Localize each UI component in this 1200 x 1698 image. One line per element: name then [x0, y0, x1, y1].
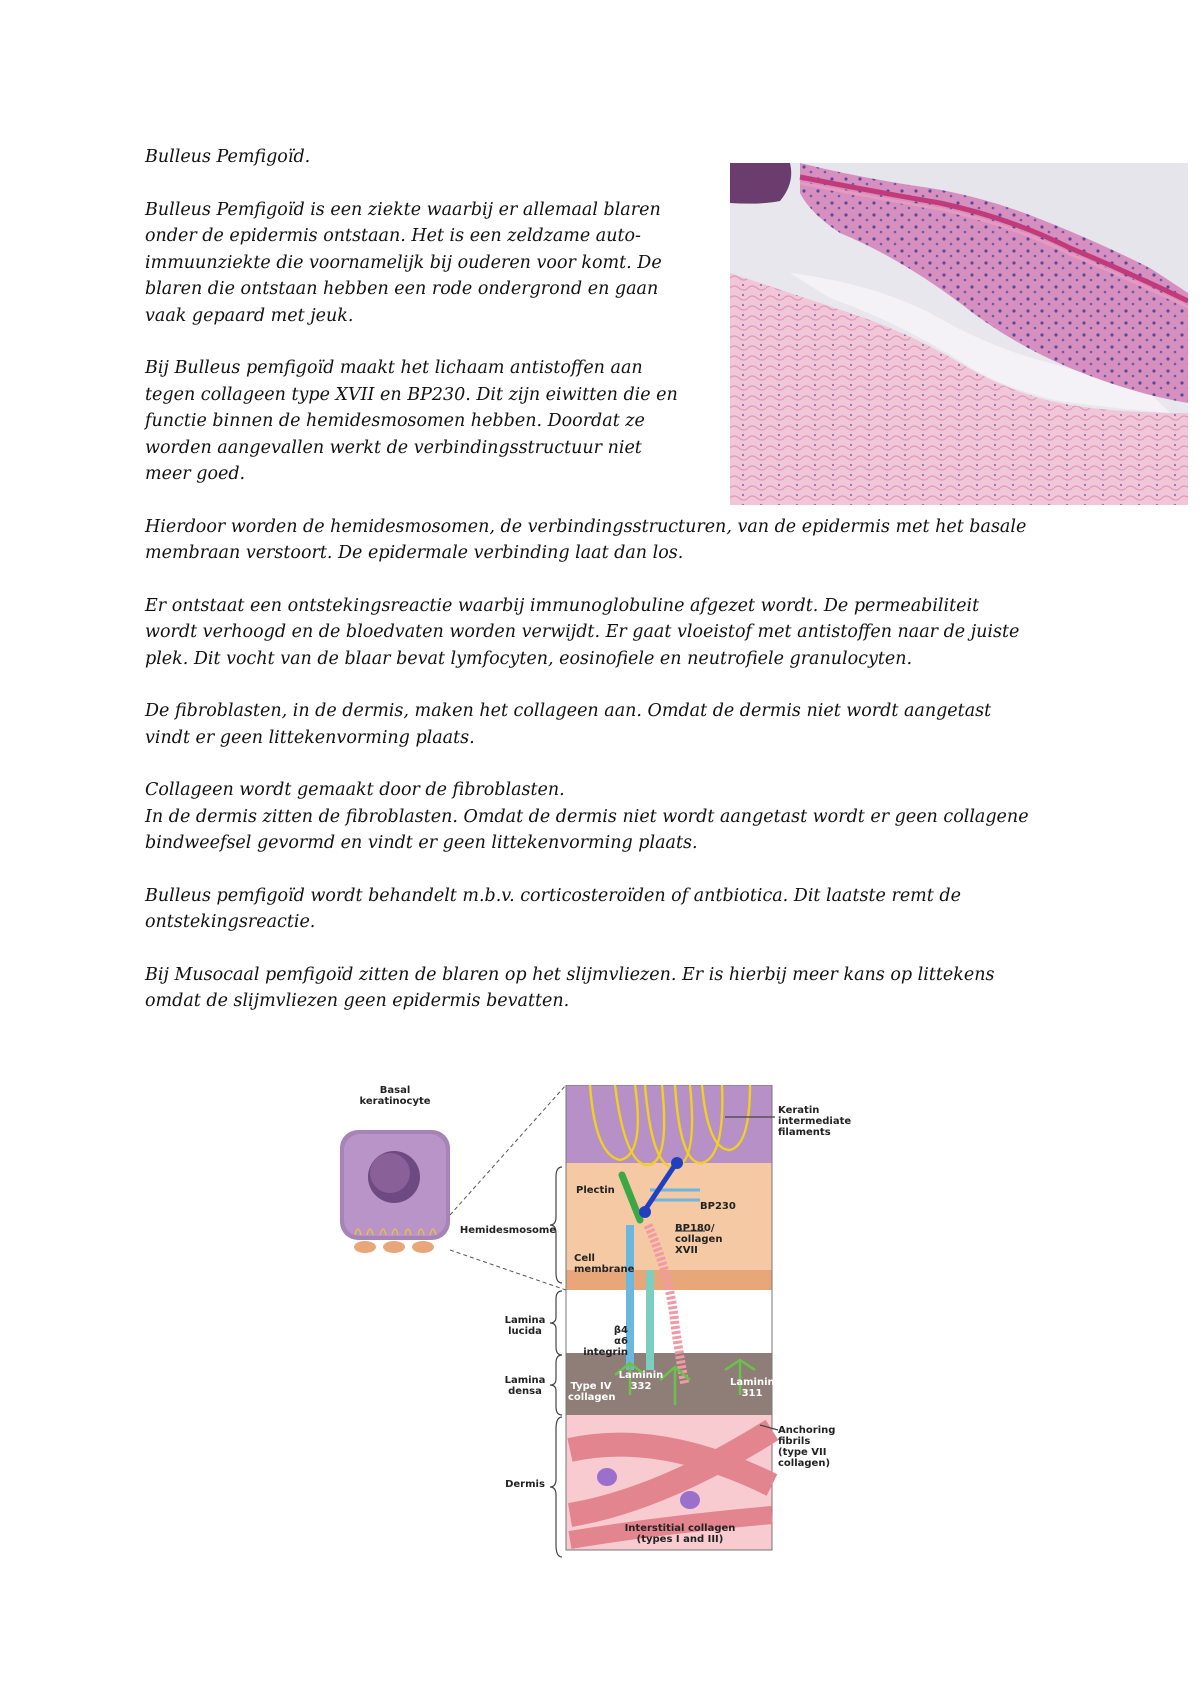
label-bp180: BP180/ collagen XVII [675, 1223, 723, 1256]
antibodies-paragraph [145, 355, 690, 488]
label-lamina-densa: Lamina densa [504, 1375, 546, 1397]
text-line: functie binnen de hemidesmosomen hebben. Doordat ze [145, 411, 645, 431]
hemidesmosome-diagram [330, 1085, 852, 1570]
text-line: worden aangevallen werkt de verbindingsstructuur niet [145, 437, 642, 458]
histology-image [730, 163, 1188, 505]
text-line: wordt verhoogd en de bloedvaten worden verwijdt. Er gaat vloeistof met antistoffen naar de juiste [145, 622, 1020, 642]
label-cell-membrane: Cell membrane [574, 1253, 635, 1275]
paragraph-mucosal [145, 962, 1065, 1015]
text-line: onder de epidermis ontstaan. Het is een zeldzame auto- [145, 226, 641, 246]
label-keratin: Keratin intermediate filaments [778, 1105, 852, 1138]
text-line: vindt er geen littekenvorming plaats. [145, 727, 475, 748]
label-type-iv: Type IV collagen [568, 1381, 616, 1403]
label-anchoring-fibrils: Anchoring fibrils (type VII collagen) [778, 1425, 836, 1469]
paragraph-fibroblasts [145, 698, 1065, 751]
label-interstitial-collagen: Interstitial collagen (types I and III) [624, 1523, 736, 1545]
label-dermis: Dermis [505, 1479, 545, 1490]
text-line: omdat de slijmvliezen geen epidermis bevatten. [145, 991, 570, 1011]
text-line: blaren die ontstaan hebben een rode ondergrond en gaan [145, 279, 659, 299]
text-line: Bulleus Pemfigoïd is een ziekte waarbij er allemaal blaren [145, 199, 661, 220]
label-laminin332: Laminin 332 [618, 1370, 664, 1392]
label-laminin311: Laminin 311 [730, 1377, 775, 1399]
text-line: De fibroblasten, in de dermis, maken het collageen aan. Omdat de dermis niet wordt aangetast [145, 701, 992, 721]
text-line: Collageen wordt gemaakt door de fibroblasten. [145, 780, 565, 800]
label-plectin: Plectin [576, 1185, 615, 1196]
text-line: Bij Musocaal pemfigoïd zitten de blaren op het slijmvliezen. Er is hierbij meer kans op littekens [145, 964, 995, 985]
text-line: bindweefsel gevormd en vindt er geen littekenvorming plaats. [145, 833, 698, 853]
text-line: Bij Bulleus pemfigoïd maakt het lichaam antistoffen aan [145, 358, 643, 378]
text-line: meer goed. [145, 464, 246, 484]
document-title: Bulleus Pemfigoïd. [145, 147, 311, 167]
label-integrin: β4 α6 integrin [583, 1325, 628, 1358]
text-line: membraan verstoort. De epidermale verbinding laat dan los. [145, 543, 684, 563]
paragraph-collagen [145, 777, 1065, 857]
label-lamina-lucida: Lamina lucida [504, 1315, 546, 1337]
paragraph-inflammation [145, 593, 1065, 673]
text-line: immuunziekte die voornamelijk bij ouderen voor komt. De [145, 252, 662, 273]
text-line: Hierdoor worden de hemidesmosomen, de verbindingsstructuren, van de epidermis met het basale [145, 516, 1027, 537]
text-line: ontstekingsreactie. [145, 912, 316, 932]
text-line: Er ontstaat een ontstekingsreactie waarbij immunoglobuline afgezet wordt. De permeabiliteit [145, 595, 980, 616]
text-line: tegen collageen type XVII en BP230. Dit zijn eiwitten die en [145, 384, 678, 405]
text-line: vaak gepaard met jeuk. [145, 305, 354, 326]
paragraph-treatment [145, 883, 1065, 936]
intro-paragraph [145, 197, 690, 330]
paragraph-hemidesmosomes [145, 514, 1065, 567]
text-line: plek. Dit vocht van de blaar bevat lymfocyten, eosinofiele en neutrofiele granulocyten. [145, 648, 913, 669]
label-bp230: BP230 [700, 1201, 736, 1212]
text-line: Bulleus pemfigoïd wordt behandelt m.b.v. corticosteroïden of antbiotica. Dit laatste remt de [145, 885, 961, 906]
label-hemidesmosome: Hemidesmosome [459, 1225, 557, 1236]
text-line: In de dermis zitten de fibroblasten. Omdat de dermis niet wordt aangetast wordt er geen collagene [145, 806, 1029, 827]
label-basal-keratinocyte: Basal keratinocyte [359, 1085, 431, 1107]
